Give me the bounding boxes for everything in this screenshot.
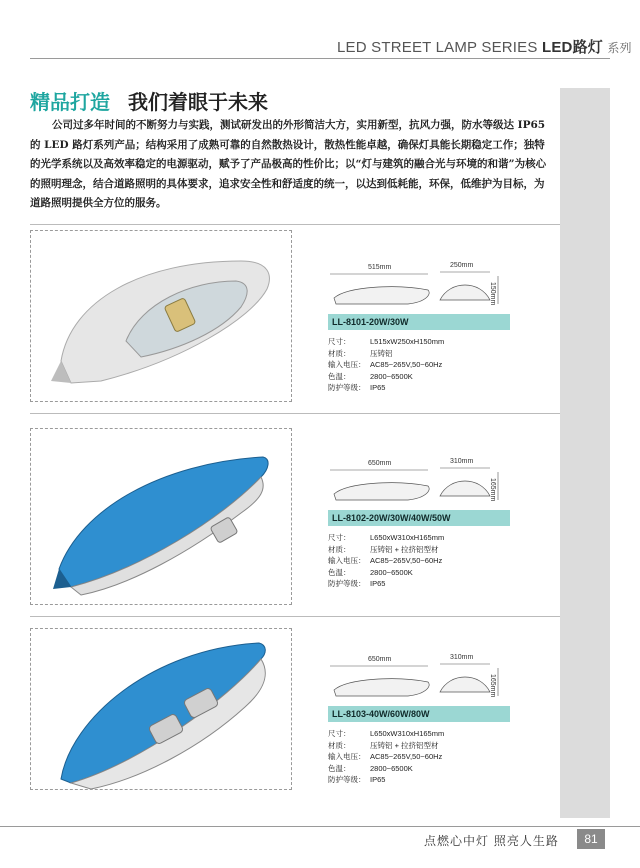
spec-color-temp: 2800~6500K: [370, 567, 413, 577]
spec-key-voltage: 输入电压：: [328, 556, 366, 565]
product-divider: [30, 616, 560, 617]
spec-key-material: 材质：: [328, 740, 351, 750]
spec-material: 压铸铝 + 拉挤铝型材: [370, 740, 439, 750]
series-led: LED: [541, 39, 573, 56]
intro-paragraph: 公司过多年时间的不断努力与实践，测试研发出的外形简洁大方，实用新型，抗风力强，防水等级达 IP65 的 LED 路灯系列产品；结构采用了成熟可靠的自然散热设计，散热性能卓越，确保灯具能长期稳定工作；独特的光学系统以及高效率稳定的电源驱动，赋予了产品极高的性价比；以“灯与建筑的融合光与环境的和谐”为核心的照明理念，结合道路照明的具体要求，追求安全性和舒适度的统一，以达到低耗能，环保，低维护为目标，为道路照明提供全方位的服务。: [30, 119, 547, 209]
spec-size: L650xW310xH165mm: [370, 533, 445, 542]
lamp-photo-blue: [31, 429, 291, 604]
dim-length: 515mm: [368, 264, 392, 271]
intro-divider: [30, 224, 560, 225]
spec-key-voltage: 输入电压：: [328, 360, 366, 369]
spec-voltage: AC85~265V,50~60Hz: [370, 556, 443, 565]
spec-ip: IP65: [370, 383, 386, 392]
footer-slogan: 点燃心中灯 照亮人生路: [424, 834, 559, 848]
dim-height: 150mm: [489, 282, 496, 306]
spec-list: [328, 728, 444, 786]
spec-key-ip: 防护等级：: [328, 579, 366, 588]
spec-key-size: 尺寸：: [328, 337, 351, 346]
dim-width: 310mm: [450, 654, 474, 661]
product-photo-frame: [30, 628, 292, 790]
spec-material: 压铸铝: [370, 348, 393, 358]
spec-voltage: AC85~265V,50~60Hz: [370, 360, 443, 369]
series-suffix: 系列: [607, 41, 632, 55]
page-tagline: [30, 86, 268, 115]
model-label: LL-8102-20W/30W/40W/50W: [328, 510, 510, 526]
page-number: 81: [577, 829, 605, 849]
series-title-cn: 路灯: [572, 39, 603, 56]
spec-key-color-temp: 色温：: [328, 763, 351, 773]
dim-length: 650mm: [368, 460, 392, 467]
dimension-drawing: [328, 654, 508, 714]
model-label: LL-8103-40W/60W/80W: [328, 706, 510, 722]
dim-length: 650mm: [368, 656, 392, 663]
spec-list: [328, 532, 444, 590]
spec-key-material: 材质：: [328, 348, 351, 358]
lamp-photo-blue-dual: [31, 629, 291, 789]
spec-key-ip: 防护等级：: [328, 383, 366, 392]
product-photo-frame: [30, 428, 292, 605]
spec-key-color-temp: 色温：: [328, 371, 351, 381]
dim-width: 250mm: [450, 262, 474, 269]
spec-color-temp: 2800~6500K: [370, 371, 413, 381]
spec-key-voltage: 输入电压：: [328, 752, 366, 761]
footer-divider: [0, 826, 640, 827]
lamp-photo-grey: [31, 231, 291, 401]
header-divider: [30, 58, 610, 59]
spec-size: L650xW310xH165mm: [370, 729, 445, 738]
spec-list: [328, 336, 444, 394]
spec-key-color-temp: 色温：: [328, 567, 351, 577]
spec-voltage: AC85~265V,50~60Hz: [370, 752, 443, 761]
spec-color-temp: 2800~6500K: [370, 763, 413, 773]
dimension-drawing: [328, 454, 508, 514]
dim-height: 165mm: [489, 478, 496, 502]
spec-ip: IP65: [370, 775, 386, 784]
tagline-part2: 我们着眼于未来: [128, 90, 268, 114]
series-title-en: LED STREET LAMP SERIES: [337, 39, 538, 56]
side-decor-bar: [560, 88, 610, 818]
series-header: [337, 36, 632, 57]
product-photo-frame: [30, 230, 292, 402]
spec-material: 压铸铝 + 拉挤铝型材: [370, 544, 439, 554]
spec-size: L515xW250xH150mm: [370, 337, 445, 346]
tagline-part1: 精品打造: [30, 90, 110, 114]
dim-width: 310mm: [450, 458, 474, 465]
spec-key-material: 材质：: [328, 544, 351, 554]
dim-height: 165mm: [489, 674, 496, 698]
spec-ip: IP65: [370, 579, 386, 588]
model-label: LL-8101-20W/30W: [328, 314, 510, 330]
spec-key-ip: 防护等级：: [328, 775, 366, 784]
spec-key-size: 尺寸：: [328, 533, 351, 542]
product-divider: [30, 413, 560, 414]
spec-key-size: 尺寸：: [328, 729, 351, 738]
dimension-drawing: [328, 258, 508, 318]
